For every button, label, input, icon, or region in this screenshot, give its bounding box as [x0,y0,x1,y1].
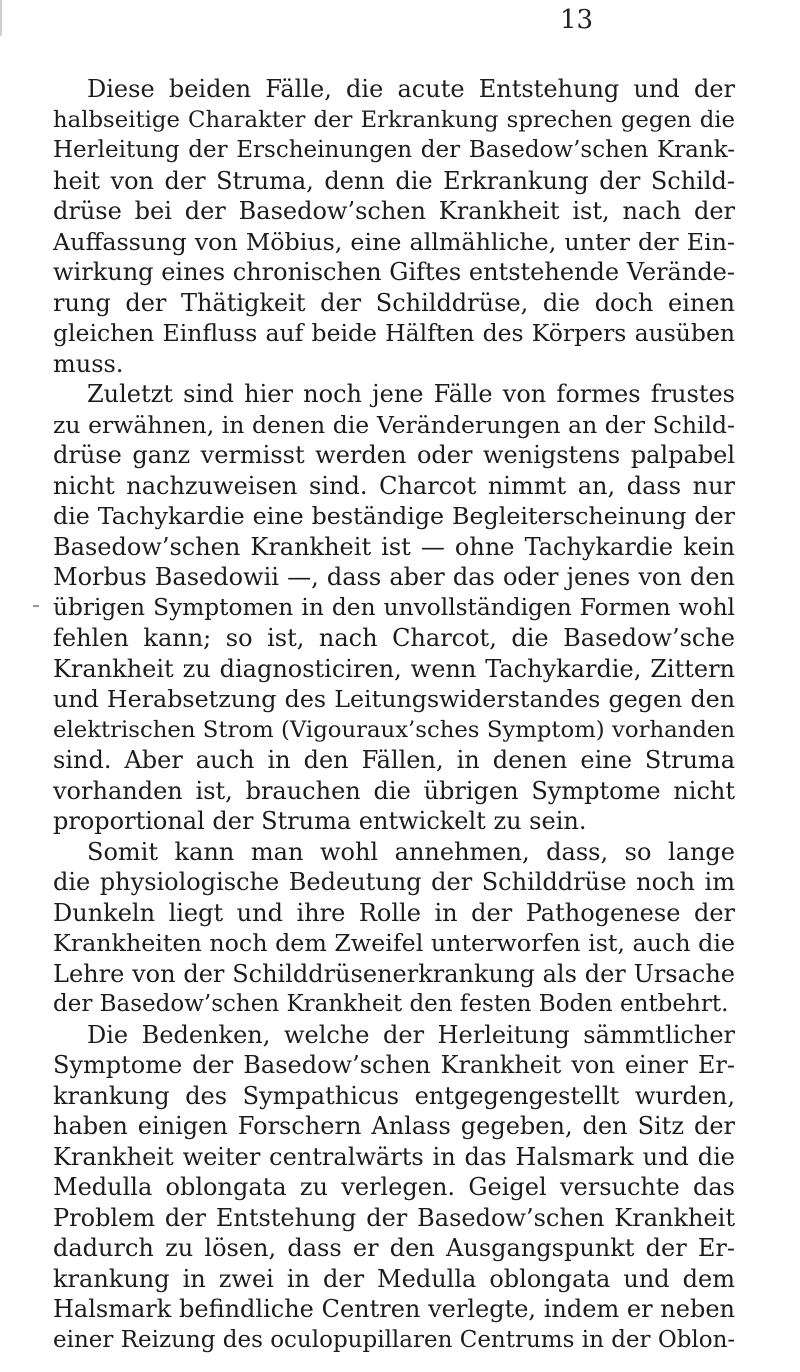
text-line: Krankheit weiter centralwärts in das Halsmark und die [53,1142,735,1171]
text-line: Zuletzt sind hier noch jene Fälle von formes frustes [87,380,735,408]
text-line: nicht nachzuweisen sind. Charcot nimmt an, dass nur [53,471,735,500]
text-line: zu erwähnen, in denen die Veränderungen an der Schild- [53,410,735,439]
text-line: Krankheiten noch dem Zweifel unterworfen ist, auch die [53,929,735,957]
text-line: krankung des Sympathicus entgegengestellt wurden, [53,1081,735,1110]
text-line: Morbus Basedowii —, dass aber das oder jenes von den [53,563,735,591]
text-line: und Herabsetzung des Leitungswiderstandes gegen den [53,685,735,713]
text-line: elektrischen Strom (Vigouraux’sches Symptom) vorhanden [53,716,735,743]
text-line: Herleitung der Erscheinungen der Basedow’schen Krank- [53,137,735,163]
text-line: drüse ganz vermisst werden oder wenigstens palpabel [53,441,735,469]
text-line: fehlen kann; so ist, nach Charcot, die Basedow’sche [53,624,735,652]
page-number: 13 [560,5,594,35]
text-line: Basedow’schen Krankheit ist — ohne Tachykardie kein [53,532,735,561]
text-line: haben einigen Forschern Anlass gegeben, den Sitz der [53,1112,735,1140]
text-line: Symptome der Basedow’schen Krankheit von einer Er- [53,1051,735,1079]
text-line: muss. [53,349,124,378]
text-line: dadurch zu lösen, dass er den Ausgangspunkt der Er- [53,1234,735,1262]
text-line: einer Reizung des oculopupillaren Centrums in der Oblon- [53,1326,736,1353]
text-line: übrigen Symptomen in den unvollständigen Formen wohl [53,593,735,621]
text-line: proportional der Struma entwickelt zu sein. [53,807,587,835]
text-line: drüse bei der Basedow’schen Krankheit ist, nach der [53,197,735,225]
text-line: Dunkeln liegt und ihre Rolle in der Pathogenese der [53,898,735,927]
text-line: Halsmark befindliche Centren verlegte, indem er neben [53,1295,735,1323]
text-line: Auffassung von Möbius, eine allmähliche, unter der Ein- [53,227,735,256]
scan-edge-mark [0,0,2,36]
text-line: Somit kann man wohl annehmen, dass, so lange [87,837,735,866]
text-line: Lehre von der Schilddrüsenerkrankung als der Ursache [53,959,735,988]
text-line: heit von der Struma, denn die Erkrankung der Schild- [53,166,735,195]
body-text [53,74,735,1355]
text-line: Krankheit zu diagnosticiren, wenn Tachykardie, Zittern [53,654,735,683]
text-line: Diese beiden Fälle, die acute Entstehung und der [87,75,735,103]
text-line: vorhanden ist, brauchen die übrigen Symptome nicht [53,776,735,805]
text-line: die physiologische Bedeutung der Schilddrüse noch im [53,868,735,896]
text-line: sind. Aber auch in den Fällen, in denen eine Struma [53,746,735,774]
text-line: gleichen Einfluss auf beide Hälften des Körpers ausüben [53,319,735,347]
text-line: Problem der Entstehung der Basedow’schen Krankheit [53,1203,735,1232]
text-line: Die Bedenken, welche der Herleitung sämmtlicher [87,1020,735,1049]
text-line: Medulla oblongata zu verlegen. Geigel versuchte das [53,1173,735,1201]
text-line: rung der Thätigkeit der Schilddrüse, die doch einen [53,288,735,317]
text-line: krankung in zwei in der Medulla oblongata und dem [53,1264,735,1293]
text-line: halbseitige Charakter der Erkrankung sprechen gegen die [53,106,735,133]
scan-dash-mark [33,605,39,607]
text-line: wirkung eines chronischen Giftes entstehende Verände- [53,258,735,286]
text-line: die Tachykardie eine beständige Begleiterscheinung der [53,502,735,530]
text-line: der Basedow’schen Krankheit den festen Boden entbehrt. [53,991,729,1017]
